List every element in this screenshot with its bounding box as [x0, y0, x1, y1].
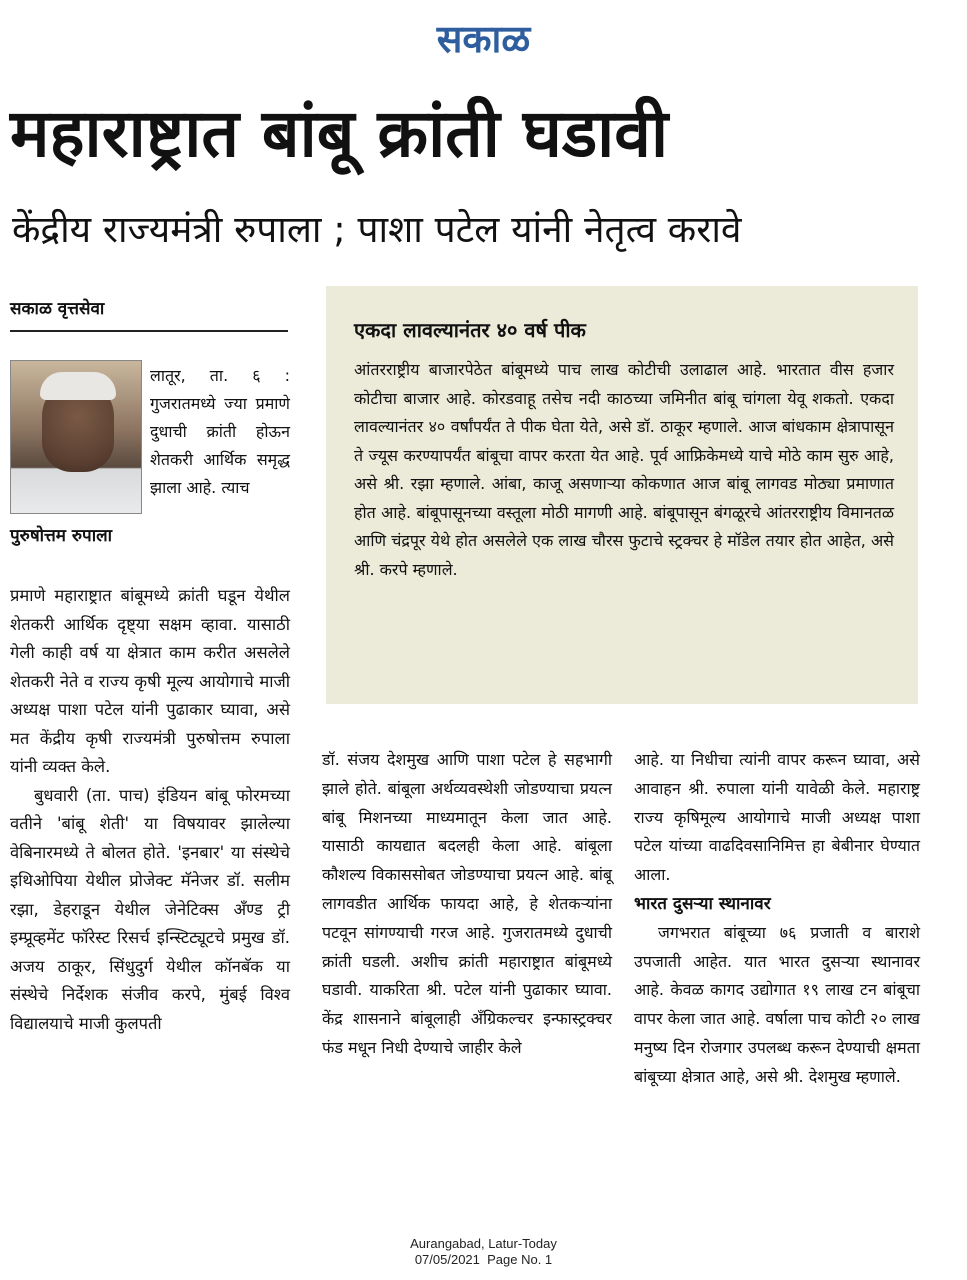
column-3-paragraph-1: आहे. या निधीचा त्यांनी वापर करून घ्यावा, असे आवाहन श्री. रुपाला यांनी यावेळी केले. महाराष्ट्र राज्य कृषिमूल्य आयोगाचे माजी अध्यक्ष पाशा पटेल यांच्या वाढदिवसानिमित्त हा बेबीनार घेण्यात आला.: [634, 750, 920, 885]
newspaper-masthead: सकाळ: [436, 16, 531, 61]
article-column-1: [10, 582, 290, 1038]
byline-rule: [10, 330, 288, 332]
article-column-3: [634, 746, 920, 1092]
column-2-paragraph: डॉ. संजय देशमुख आणि पाशा पटेल हे सहभागी झाले होते. बांबूला अर्थव्यवस्थेशी जोडण्याचा प्रयत्न बांबू मिशनच्या माध्यमातून केला जात आहे. यासाठी कायद्यात बदलही केला आहे. बांबूला कौशल्य विकाससोबत जोडण्याचा प्रयत्न आहे. बांबू लागवडीत आर्थिक फायदा आहे, हे शेतकऱ्यांना पटवून सांगण्याची गरज आहे. गुजरातमध्ये दुधाची क्रांती घडली. अशीच क्रांती महाराष्ट्रात बांबूमध्ये घडावी. याकरिता श्री. पटेल यांनी पुढाकार घ्यावा. केंद्र शासनाने बांबूलाही अँग्रिकल्चर इन्फास्ट्रक्चर फंड मधून निधी देण्याचे जाहीर केले: [322, 750, 612, 1057]
article-column-2: [322, 746, 612, 1063]
sidebar-box-title: एकदा लावल्यानंतर ४० वर्ष पीक: [354, 318, 586, 342]
page-footer: [0, 1236, 967, 1268]
column-3-subheading: भारत दुसऱ्या स्थानावर: [634, 893, 771, 914]
footer-edition: Aurangabad, Latur-Today: [410, 1236, 557, 1251]
headline: महाराष्ट्रात बांबू क्रांती घडावी: [10, 95, 669, 172]
article-intro: लातूर, ता. ६ : गुजरातमध्ये ज्या प्रमाणे दुधाची क्रांती होऊन शेतकरी आर्थिक समृद्ध झाला आहे. त्याच: [150, 366, 290, 497]
column-1-paragraph-1: प्रमाणे महाराष्ट्रात बांबूमध्ये क्रांती घडून येथील शेतकरी आर्थिक दृष्ट्या सक्षम व्हावा. यासाठी गेली काही वर्ष या क्षेत्रात काम करीत असलेले शेतकरी नेते व राज्य कृषी मूल्य आयोगाचे माजी अध्यक्ष पाशा पटेल यांनी पुढाकार घ्यावा, असे मत केंद्रीय कृषी राज्यमंत्री पुरुषोत्तम रुपाला यांनी व्यक्त केले.: [10, 586, 290, 776]
byline: सकाळ वृत्तसेवा: [10, 299, 105, 319]
portrait-hair: [40, 372, 116, 400]
column-3-paragraph-2: जगभरात बांबूच्या ७६ प्रजाती व बाराशे उपजाती आहेत. यात भारत दुसऱ्या स्थानावर आहे. केवळ कागद उद्योगात १९ लाख टन बांबूचा वापर केला जात आहे. वर्षाला पाच कोटी २० लाख मनुष्य दिन रोजगार उपलब्ध करून देण्याची क्षमता बांबूच्या क्षेत्रात आहे, असे श्री. देशमुख म्हणाले.: [634, 922, 920, 1086]
sidebar-box-text: आंतरराष्ट्रीय बाजारपेठेत बांबूमध्ये पाच लाख कोटीची उलाढाल आहे. भारतात वीस हजार कोटीचा बाजार आहे. कोरडवाहू तसेच नदी काठच्या जमिनीत बांबू चांगला येवू शकतो. एकदा लावल्यानंतर ४० वर्षांपर्यंत ते पीक घेता येते, असे डॉ. ठाकूर म्हणाले. आज बांधकाम क्षेत्रापासून ते ज्यूस करण्यापर्यंत बांबूचा वापर करता येत आहे. पूर्व आफ्रिकेमध्ये याचे मोठे काम सुरु आहे, असे श्री. रझा म्हणाले. आंबा, काजू असणाऱ्या कोकणात आज बांबू लागवड मोठ्या प्रमाणात होत आहे. बांबूपासूनच्या वस्तूला मोठी मागणी आहे. बांबूपासून बंगळूरचे आंतरराष्ट्रीय विमानतळ आणि चंद्रपूर येथे होत असलेले एक लाख चौरस फुटाचे स्ट्रक्चर हे मॉडेल तयार होत आहेत, असे श्री. करपे म्हणाले.: [354, 360, 894, 579]
footer-date-page: 07/05/2021 Page No. 1: [414, 1252, 553, 1267]
column-1-paragraph-2: बुधवारी (ता. पाच) इंडियन बांबू फोरमच्या वतीने 'बांबू शेती' या विषयावर झालेल्या वेबिनारमध्ये ते बोलत होते. 'इनबार' या संस्थेचे इथिओपिया येथील प्रोजेक्ट मॅनेजर डॉ. सलीम रझा, डेहराडून येथील जेनेटिक्स अँण्ड ट्री इम्प्रूव्हमेंट फॉरेस्ट रिसर्च इन्स्टिट्यूटचे प्रमुख डॉ. अजय ठाकूर, सिंधुदुर्ग येथील कॉनबॅक या संस्थेचे निर्देशक संजीव करपे, मुंबई विश्व विद्यालयाचे माजी कुलपती: [10, 785, 290, 1033]
photo-caption: पुरुषोत्तम रुपाला: [10, 526, 113, 546]
subheadline: केंद्रीय राज्यमंत्री रुपाला ; पाशा पटेल यांनी नेतृत्व करावे: [12, 208, 742, 251]
